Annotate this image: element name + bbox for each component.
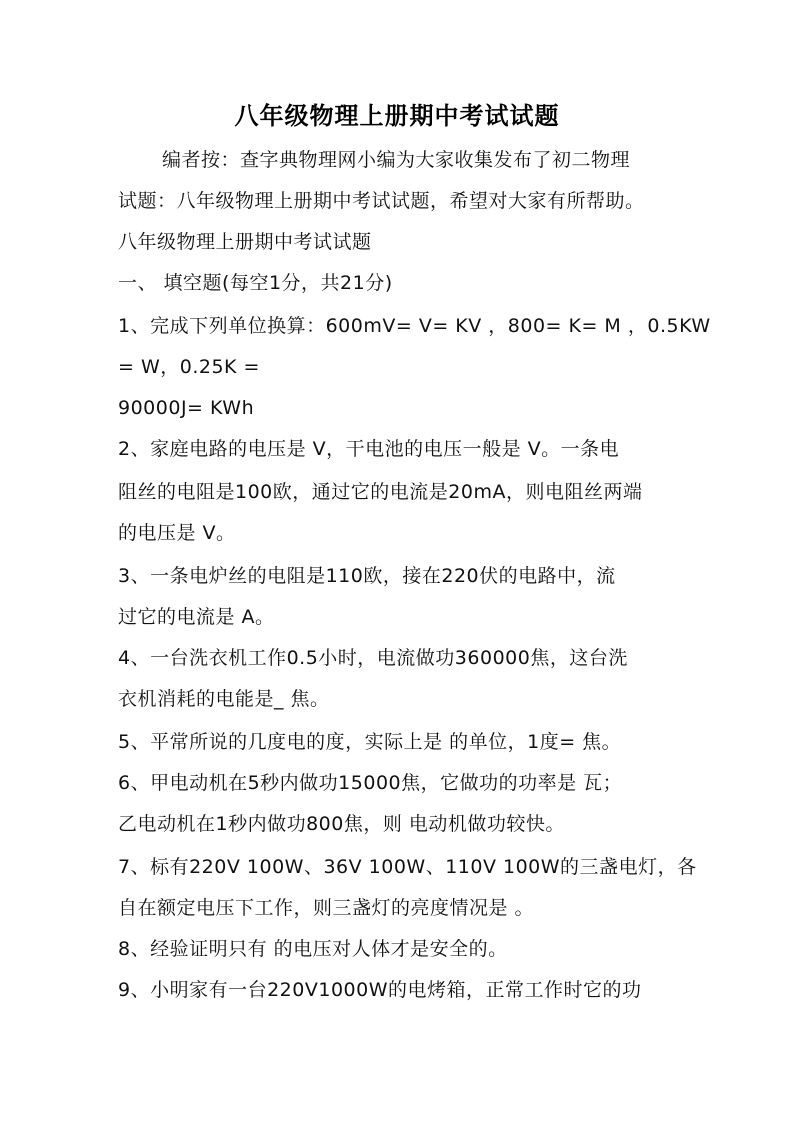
document-title: 八年级物理上册期中考试试题 [234,101,560,130]
text-line: 8、经验证明只有 的电压对人体才是安全的。 [118,938,508,960]
text-line: 1、完成下列单位换算：600mV= V= KV ，800= K= M ，0.5KW [118,315,711,337]
text-line: 4、一台洗衣机工作0.5小时，电流做功360000焦，这台洗 [118,647,628,669]
section-heading: 一、 填空题(每空1分，共21分) [118,272,393,294]
text-line: 2、家庭电路的电压是 V，干电池的电压一般是 V。一条电 [118,438,620,460]
text-line: 自在额定电压下工作，则三盏灯的亮度情况是 。 [118,897,535,919]
text-line: 过它的电流是 A。 [118,606,275,628]
text-line: 乙电动机在1秒内做功800焦，则 电动机做功较快。 [118,813,565,835]
text-line: 阻丝的电阻是100欧，通过它的电流是20mA，则电阻丝两端 [118,481,643,503]
text-line: 6、甲电动机在5秒内做功15000焦，它做功的功率是 瓦； [118,772,623,794]
text-line: 试题：八年级物理上册期中考试试题，希望对大家有所帮助。 [118,190,645,212]
text-line: = W，0.25K = [118,356,260,378]
text-line: 的电压是 V。 [118,522,236,544]
text-line: 90000J= KWh [118,397,255,419]
text-line: 3、一条电炉丝的电阻是110欧，接在220伏的电路中，流 [118,565,616,587]
text-line: 编者按：查字典物理网小编为大家收集发布了初二物理 [162,149,631,171]
text-line: 7、标有220V 100W、36V 100W、110V 100W的三盏电灯，各 [118,856,697,878]
text-line: 5、平常所说的几度电的度，实际上是 的单位，1度= 焦。 [118,731,622,753]
text-line: 衣机消耗的电能是_ 焦。 [118,688,330,710]
text-line: 9、小明家有一台220V1000W的电烤箱，正常工作时它的功 [118,979,642,1001]
text-line: 八年级物理上册期中考试试题 [118,231,372,253]
